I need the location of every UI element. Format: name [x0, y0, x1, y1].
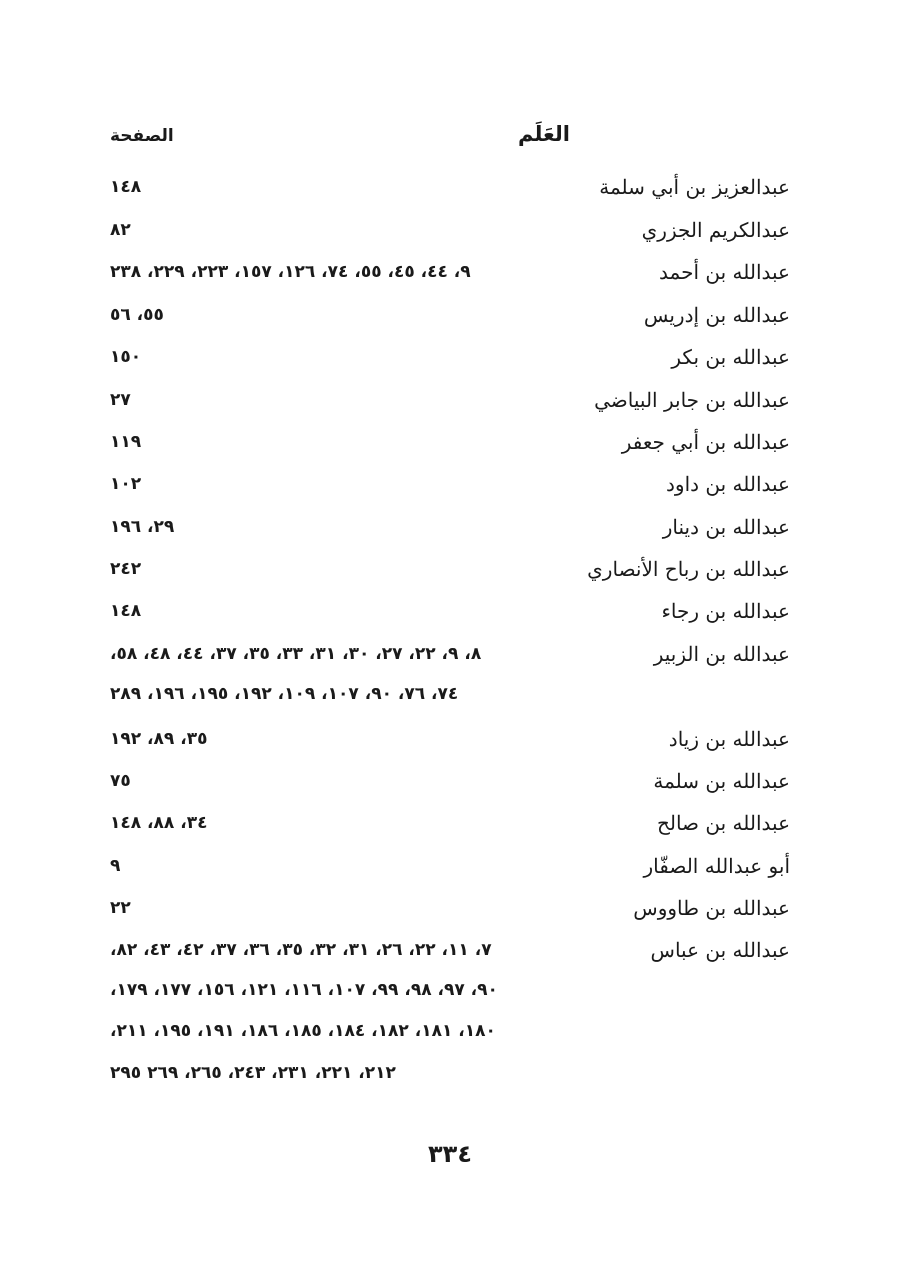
entry-pages: ٢٤٢	[110, 559, 142, 579]
index-entry	[0, 467, 900, 507]
entry-name: عبدالله بن صالح	[656, 811, 790, 835]
entry-name: عبدالله بن داود	[666, 472, 790, 496]
index-entry	[0, 806, 900, 846]
entry-name: عبدالله بن عباس	[650, 938, 790, 962]
entry-pages-continued: ٧٤، ٧٦، ٩٠، ١٠٧، ١٠٩، ١٩٢، ١٩٥، ١٩٦، ٢٨٩	[110, 684, 459, 704]
entry-name: عبدالله بن بكر	[671, 345, 790, 369]
entry-pages: ٢٧	[110, 390, 131, 410]
entry-pages: ٢٩، ١٩٦	[110, 517, 175, 537]
entry-pages: ٩	[110, 856, 121, 876]
index-entry	[0, 637, 900, 677]
page-number: ٣٣٤	[428, 1140, 472, 1168]
entry-pages: ٧٥	[110, 771, 131, 791]
index-entry	[0, 340, 900, 380]
entry-name: أبو عبدالله الصفّار	[643, 854, 790, 878]
entry-pages-continued: ٩٠، ٩٧، ٩٨، ٩٩، ١٠٧، ١١٦، ١٢١، ١٥٦، ١٧٧، ١٧٩،	[110, 980, 498, 1000]
entry-name: عبدالله بن رباح الأنصاري	[587, 557, 790, 581]
index-entry	[0, 552, 900, 592]
entry-pages: ١٤٨	[110, 177, 142, 197]
entry-pages: ٣٥، ٨٩، ١٩٢	[110, 729, 208, 749]
entry-pages-continued: ١٨٠، ١٨١، ١٨٢، ١٨٤، ١٨٥، ١٨٦، ١٩١، ١٩٥، ٢١١،	[110, 1021, 496, 1041]
entry-name: عبدالله بن رجاء	[661, 599, 790, 623]
entry-name: عبدالله بن الزبير	[653, 642, 790, 666]
entry-name: عبدالله بن دينار	[662, 515, 790, 539]
entry-pages: ١١٩	[110, 432, 142, 452]
entry-pages: ٩، ٤٤، ٤٥، ٥٥، ٧٤، ١٢٦، ١٥٧، ٢٢٣، ٢٢٩، ٢٣٨	[110, 262, 471, 282]
entry-pages: ٨، ٩، ٢٢، ٢٧، ٣٠، ٣١، ٣٣، ٣٥، ٣٧، ٤٤، ٤٨، ٥٨،	[110, 644, 482, 664]
page-column-header: الصفحة	[110, 126, 174, 146]
index-entry	[0, 170, 900, 210]
entry-name: عبدالله بن جابر البياضي	[594, 388, 790, 412]
entry-name: عبدالعزيز بن أبي سلمة	[599, 175, 790, 199]
entry-pages: ١٠٢	[110, 474, 142, 494]
index-entry	[0, 891, 900, 931]
entry-pages: ١٥٠	[110, 347, 142, 367]
entry-name: عبدالكريم الجزري	[641, 218, 790, 242]
entry-name: عبدالله بن أبي جعفر	[621, 430, 790, 454]
index-entry	[0, 425, 900, 465]
index-entry	[0, 594, 900, 634]
entry-name: عبدالله بن أحمد	[659, 260, 790, 284]
index-entry	[0, 849, 900, 889]
entry-pages: ٧، ١١، ٢٢، ٢٦، ٣١، ٣٢، ٣٥، ٣٦، ٣٧، ٤٢، ٤٣، ٨٢،	[110, 940, 492, 960]
index-entry	[0, 298, 900, 338]
entry-name: عبدالله بن سلمة	[653, 769, 790, 793]
index-entry	[0, 510, 900, 550]
entry-pages: ٥٥، ٥٦	[110, 305, 164, 325]
index-entry	[0, 383, 900, 423]
index-entry	[0, 255, 900, 295]
entry-pages: ٨٢	[110, 220, 131, 240]
index-entry	[0, 764, 900, 804]
entry-name: عبدالله بن زياد	[668, 727, 790, 751]
entry-pages: ٢٢	[110, 898, 131, 918]
entry-name: عبدالله بن إدريس	[643, 303, 790, 327]
entry-pages-continued: ٢١٢، ٢٢١، ٢٣١، ٢٤٣، ٢٦٥، ٢٦٩ ٢٩٥	[110, 1063, 396, 1083]
entry-name: عبدالله بن طاووس	[633, 896, 790, 920]
entry-pages: ٣٤، ٨٨، ١٤٨	[110, 813, 208, 833]
entry-pages: ١٤٨	[110, 601, 142, 621]
index-entry	[0, 933, 900, 973]
index-entry	[0, 722, 900, 762]
index-entry	[0, 213, 900, 253]
name-column-header: العَلَم	[518, 122, 570, 146]
